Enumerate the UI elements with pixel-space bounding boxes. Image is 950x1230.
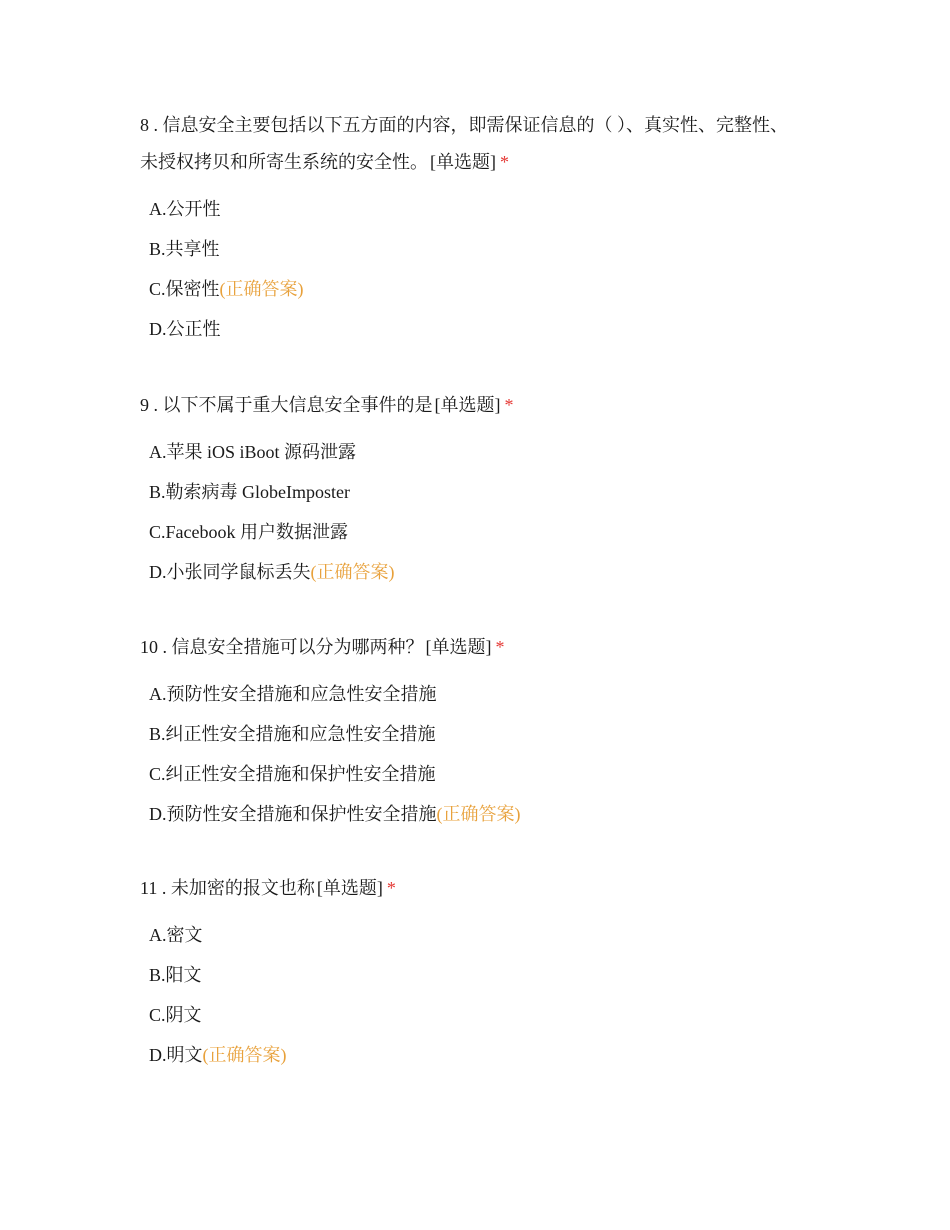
question-title [140, 629, 800, 666]
required-marker: * [386, 878, 396, 898]
question-title [140, 387, 800, 424]
option-text: D.明文 [149, 1045, 203, 1065]
option-text: C.Facebook 用户数据泄露 [149, 522, 348, 542]
option-text: D.预防性安全措施和保护性安全措施 [149, 804, 437, 824]
option-text: B.共享性 [149, 239, 220, 259]
question-type: [单选题] [316, 878, 383, 898]
option-b[interactable] [149, 714, 800, 754]
option-list [140, 189, 800, 349]
option-c[interactable] [149, 754, 800, 794]
option-a[interactable] [149, 432, 800, 472]
correct-answer-tag: (正确答案) [219, 279, 304, 299]
option-text: B.勒索病毒 GlobeImposter [149, 482, 350, 502]
question-8 [140, 107, 800, 349]
option-text: C.纠正性安全措施和保护性安全措施 [149, 764, 436, 784]
option-text: A.公开性 [149, 199, 221, 219]
option-text: C.阴文 [149, 1005, 202, 1025]
correct-answer-tag: (正确答案) [436, 804, 521, 824]
question-9 [140, 387, 800, 592]
option-b[interactable] [149, 229, 800, 269]
question-title [140, 870, 800, 907]
question-text: 8 . 信息安全主要包括以下五方面的内容，即需保证信息的（ ）、真实性、完整性、未授权拷贝和所寄生系统的安全性。 [140, 115, 788, 172]
option-d[interactable] [149, 1035, 800, 1075]
option-d[interactable] [149, 309, 800, 349]
option-text: B.纠正性安全措施和应急性安全措施 [149, 724, 436, 744]
option-text: D.小张同学鼠标丢失 [149, 562, 311, 582]
option-text: A.预防性安全措施和应急性安全措施 [149, 684, 437, 704]
question-text: 9 . 以下不属于重大信息安全事件的是 [140, 395, 433, 415]
question-type: [单选题] [434, 395, 501, 415]
option-d[interactable] [149, 794, 800, 834]
question-10 [140, 629, 800, 834]
required-marker: * [500, 152, 509, 172]
required-marker: * [504, 395, 514, 415]
option-c[interactable] [149, 269, 800, 309]
option-list [140, 432, 800, 592]
question-type: [单选题] [425, 637, 492, 657]
option-list [140, 674, 800, 834]
question-type: [单选题] [430, 152, 496, 172]
option-c[interactable] [149, 512, 800, 552]
correct-answer-tag: (正确答案) [310, 562, 395, 582]
question-text: 11 . 未加密的报文也称 [140, 878, 315, 898]
option-d[interactable] [149, 552, 800, 592]
option-text: B.阳文 [149, 965, 202, 985]
option-b[interactable] [149, 472, 800, 512]
option-text: C.保密性 [149, 279, 220, 299]
option-text: A.密文 [149, 925, 203, 945]
question-11 [140, 870, 800, 1075]
option-a[interactable] [149, 674, 800, 714]
question-text: 10 . 信息安全措施可以分为哪两种？ [140, 637, 424, 657]
question-title [140, 107, 800, 181]
option-b[interactable] [149, 955, 800, 995]
option-list [140, 915, 800, 1075]
required-marker: * [495, 637, 505, 657]
option-text: D.公正性 [149, 319, 221, 339]
option-c[interactable] [149, 995, 800, 1035]
option-text: A.苹果 iOS iBoot 源码泄露 [149, 442, 357, 462]
correct-answer-tag: (正确答案) [202, 1045, 287, 1065]
option-a[interactable] [149, 189, 800, 229]
option-a[interactable] [149, 915, 800, 955]
